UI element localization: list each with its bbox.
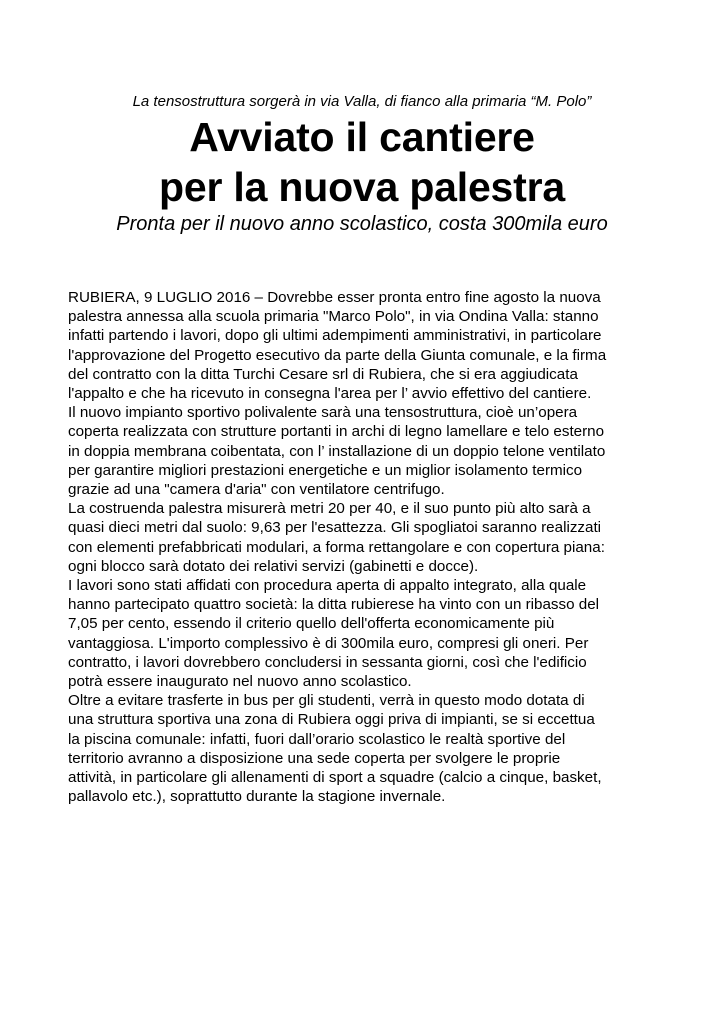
body-line: la piscina comunale: infatti, fuori dall’orario scolastico le realtà sportive del bbox=[68, 730, 566, 748]
body-line: vantaggiosa. L'importo complessivo è di 300mila euro, compresi gli oneri. Per bbox=[68, 634, 589, 652]
article-headline bbox=[0, 112, 724, 212]
body-line: quasi dieci metri dal suolo: 9,63 per l'esattezza. Gli spogliatoi saranno realizzati bbox=[68, 519, 602, 537]
body-line: l'approvazione del Progetto esecutivo da parte della Giunta comunale, e la firma bbox=[68, 346, 607, 364]
body-line: una struttura sportiva una zona di Rubiera oggi priva di impianti, se si eccettua bbox=[68, 711, 595, 729]
body-line: attività, in particolare gli allenamenti di sport a squadre (calcio a cinque, basket, bbox=[68, 769, 602, 787]
body-line: pallavolo etc.), soprattutto durante la stagione invernale. bbox=[68, 788, 446, 806]
article-subtitle: Pronta per il nuovo anno scolastico, costa 300mila euro bbox=[116, 213, 608, 235]
body-line: potrà essere inaugurato nel nuovo anno scolastico. bbox=[68, 673, 412, 691]
body-line: RUBIERA, 9 LUGLIO 2016 – Dovrebbe esser pronta entro fine agosto la nuova bbox=[68, 289, 601, 306]
article-body bbox=[68, 288, 668, 806]
body-line: infatti partendo i lavori, dopo gli ultimi adempimenti amministrativi, in particolare bbox=[68, 327, 602, 345]
headline-line-2: per la nuova palestra bbox=[159, 164, 565, 210]
body-line: per garantire migliori prestazioni energetiche e un miglior isolamento termico bbox=[68, 461, 583, 479]
body-line: I lavori sono stati affidati con procedura aperta di appalto integrato, alla quale bbox=[68, 577, 587, 595]
body-line: ogni blocco sarà dotato dei relativi servizi (gabinetti e docce). bbox=[68, 557, 479, 575]
body-line: coperta realizzata con strutture portanti in archi di legno lamellare e telo esterno bbox=[68, 423, 605, 441]
body-line: grazie ad una "camera d'aria" con ventilatore centrifugo. bbox=[68, 481, 445, 499]
body-line: contratto, i lavori dovrebbero concludersi in sessanta giorni, così che l'edificio bbox=[68, 653, 587, 671]
body-line: 7,05 per cento, essendo il criterio quello dell'offerta economicamente più bbox=[68, 615, 555, 633]
body-line: hanno partecipato quattro società: la ditta rubierese ha vinto con un ribasso del bbox=[68, 596, 600, 614]
body-line: territorio avranno a disposizione una sede coperta per svolgere le proprie bbox=[68, 749, 561, 767]
body-line: Oltre a evitare trasferte in bus per gli studenti, verrà in questo modo dotata di bbox=[68, 692, 585, 710]
body-line: La costruenda palestra misurerà metri 20 per 40, e il suo punto più alto sarà a bbox=[68, 500, 591, 518]
body-line: l'appalto e che ha ricevuto in consegna l'area per l’ avvio effettivo del cantiere. bbox=[68, 385, 592, 403]
body-line: Il nuovo impianto sportivo polivalente sarà una tensostruttura, cioè un’opera bbox=[68, 404, 578, 422]
article-kicker: La tensostruttura sorgerà in via Valla, di fianco alla primaria “M. Polo” bbox=[132, 93, 592, 110]
body-line: con elementi prefabbricati modulari, a forma rettangolare e con copertura piana: bbox=[68, 538, 605, 556]
body-line: in doppia membrana coibentata, con l’ installazione di un doppio telone ventilato bbox=[68, 442, 606, 460]
headline-line-1: Avviato il cantiere bbox=[189, 114, 535, 160]
body-line: palestra annessa alla scuola primaria "Marco Polo", in via Ondina Valla: stanno bbox=[68, 308, 599, 326]
body-line: del contratto con la ditta Turchi Cesare srl di Rubiera, che si era aggiudicata bbox=[68, 365, 578, 383]
